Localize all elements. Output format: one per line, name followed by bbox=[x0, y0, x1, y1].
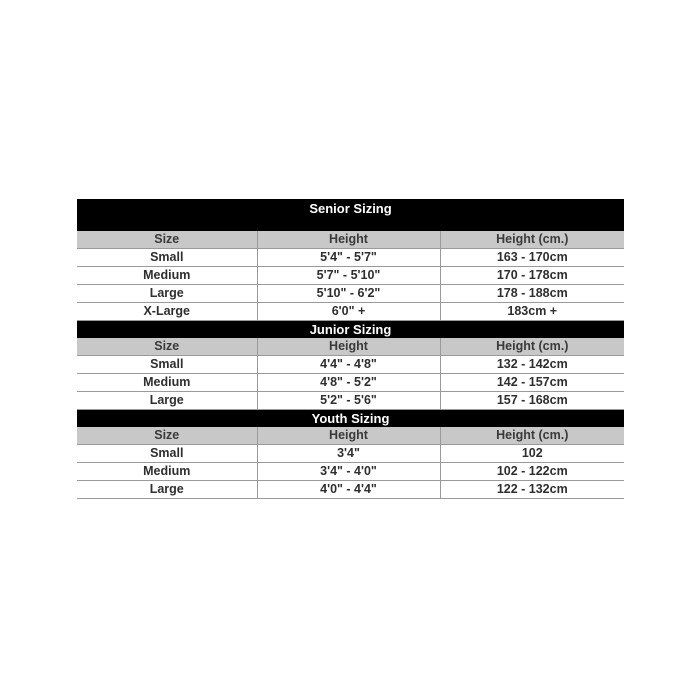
height-cell: 6'0" + bbox=[257, 303, 440, 321]
height-cell: 4'0" - 4'4" bbox=[257, 481, 440, 499]
height-cell: 4'4" - 4'8" bbox=[257, 356, 440, 374]
size-cell: Medium bbox=[77, 463, 257, 481]
column-header-height: Height bbox=[257, 338, 440, 356]
height-cm-cell: 122 - 132cm bbox=[440, 481, 624, 499]
height-cell: 4'8" - 5'2" bbox=[257, 374, 440, 392]
section-title: Senior Sizing bbox=[77, 199, 624, 231]
table-row bbox=[77, 481, 624, 499]
sizing-table bbox=[77, 199, 624, 499]
section-title: Junior Sizing bbox=[77, 321, 624, 339]
table-row bbox=[77, 374, 624, 392]
table-row bbox=[77, 392, 624, 410]
section-title-row-junior bbox=[77, 321, 624, 339]
column-header-height: Height bbox=[257, 231, 440, 249]
column-header-height-cm: Height (cm.) bbox=[440, 231, 624, 249]
size-cell: Small bbox=[77, 249, 257, 267]
column-header-height-cm: Height (cm.) bbox=[440, 427, 624, 445]
header-row bbox=[77, 338, 624, 356]
height-cell: 3'4" - 4'0" bbox=[257, 463, 440, 481]
header-row bbox=[77, 427, 624, 445]
size-cell: Large bbox=[77, 481, 257, 499]
section-title-row-senior bbox=[77, 199, 624, 231]
column-header-height-cm: Height (cm.) bbox=[440, 338, 624, 356]
height-cell: 3'4" bbox=[257, 445, 440, 463]
table-row bbox=[77, 463, 624, 481]
size-cell: Large bbox=[77, 392, 257, 410]
sizing-chart bbox=[77, 199, 624, 499]
height-cm-cell: 157 - 168cm bbox=[440, 392, 624, 410]
height-cell: 5'4" - 5'7" bbox=[257, 249, 440, 267]
height-cell: 5'7" - 5'10" bbox=[257, 267, 440, 285]
section-title: Youth Sizing bbox=[77, 410, 624, 428]
height-cm-cell: 170 - 178cm bbox=[440, 267, 624, 285]
size-cell: Large bbox=[77, 285, 257, 303]
size-cell: X-Large bbox=[77, 303, 257, 321]
size-cell: Medium bbox=[77, 374, 257, 392]
header-row bbox=[77, 231, 624, 249]
height-cell: 5'2" - 5'6" bbox=[257, 392, 440, 410]
column-header-size: Size bbox=[77, 338, 257, 356]
height-cm-cell: 132 - 142cm bbox=[440, 356, 624, 374]
column-header-size: Size bbox=[77, 427, 257, 445]
size-cell: Medium bbox=[77, 267, 257, 285]
height-cm-cell: 178 - 188cm bbox=[440, 285, 624, 303]
column-header-height: Height bbox=[257, 427, 440, 445]
table-row bbox=[77, 356, 624, 374]
table-row bbox=[77, 249, 624, 267]
height-cm-cell: 183cm + bbox=[440, 303, 624, 321]
height-cm-cell: 102 bbox=[440, 445, 624, 463]
height-cell: 5'10" - 6'2" bbox=[257, 285, 440, 303]
size-cell: Small bbox=[77, 445, 257, 463]
height-cm-cell: 102 - 122cm bbox=[440, 463, 624, 481]
height-cm-cell: 163 - 170cm bbox=[440, 249, 624, 267]
column-header-size: Size bbox=[77, 231, 257, 249]
table-row bbox=[77, 285, 624, 303]
table-row bbox=[77, 303, 624, 321]
table-row bbox=[77, 445, 624, 463]
section-title-row-youth bbox=[77, 410, 624, 428]
height-cm-cell: 142 - 157cm bbox=[440, 374, 624, 392]
size-cell: Small bbox=[77, 356, 257, 374]
table-row bbox=[77, 267, 624, 285]
